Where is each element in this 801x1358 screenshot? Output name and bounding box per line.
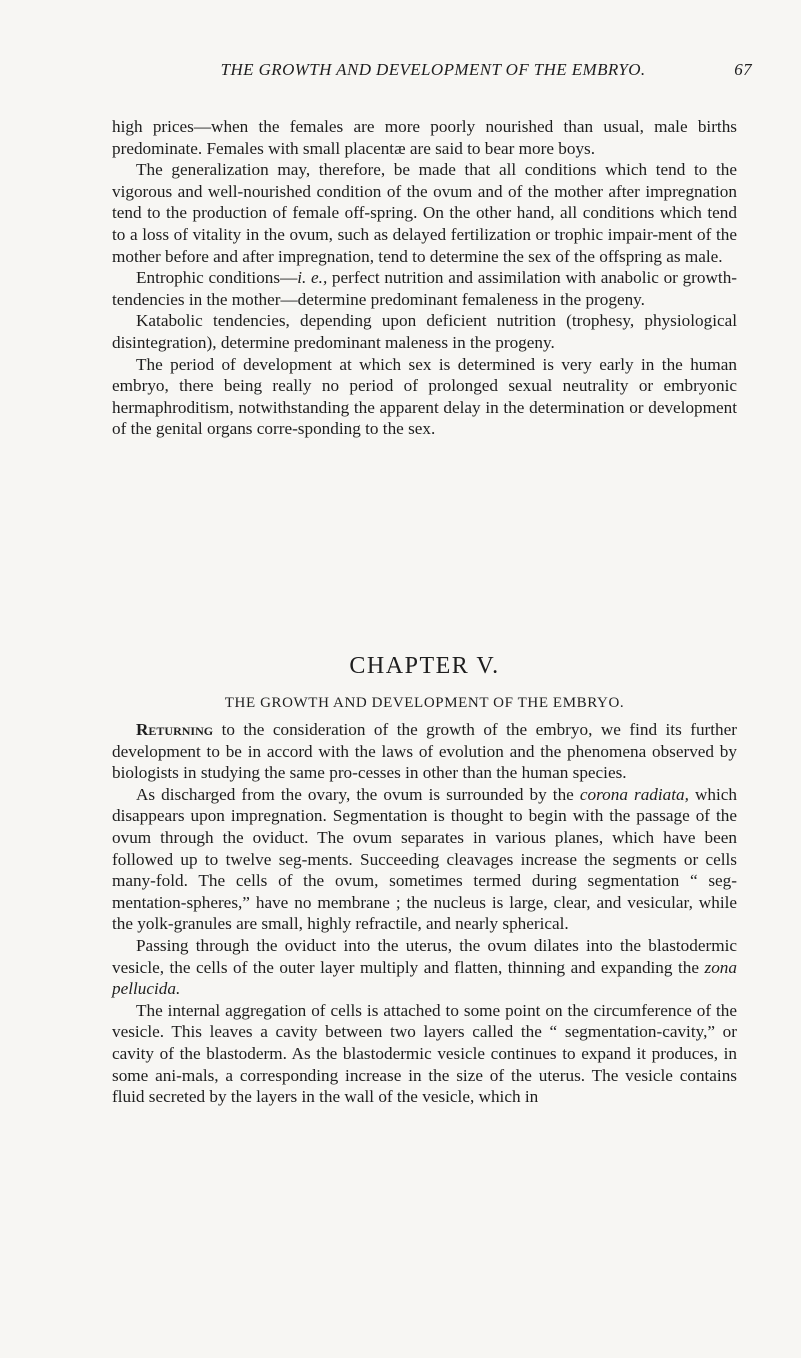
paragraph (112, 719, 737, 784)
continued-text (112, 116, 737, 440)
chapter-title: THE GROWTH AND DEVELOPMENT OF THE EMBRYO. (224, 695, 625, 711)
text-run: Passing through the oviduct into the uterus, the ovum dilates into the blastodermic vesicle, the cells of the outer layer multiply and flatten, thinning and expanding the (112, 935, 737, 977)
running-header (112, 60, 752, 80)
text-run: perfect nutrition and assimilation with anabolic or growth-tendencies in the mother—determine predominant femaleness in the progeny. (112, 268, 738, 309)
page-number: 67 (734, 60, 752, 79)
paragraph: Katabolic tendencies, depending upon deficient nutrition (trophesy, physiological disintegration), determine predominant maleness in the progeny. (112, 311, 737, 352)
paragraph (112, 267, 737, 310)
chapter-heading: CHAPTER V. (349, 653, 500, 679)
paragraph (112, 935, 737, 1000)
paragraph (112, 784, 737, 935)
text-run: which disappears upon impregnation. Segmentation is thought to begin with the passage of the ovum through the oviduct. The ovum separates in various planes, which have been followed up to twelve seg-ments. Succeeding cleavages increase the segments or cells many-fold. The cells of the ovum, sometimes termed during segmentation “ seg-mentation-spheres,” have no membrane ; the nucleus is large, clear, and vesicular, while the yolk-granules are small, highly refractile, and nearly spherical. (112, 784, 737, 934)
italic-run: i. e., (297, 268, 328, 288)
paragraph: The period of development at which sex is determined is very early in the human embryo, there being really no period of prolonged sexual neutrality or embryonic hermaphroditism, notwithstanding the apparent delay in the determination or development of the genital organs corre-sponding to the sex. (112, 354, 737, 439)
text-run: Entrophic conditions— (136, 268, 298, 288)
text-run: to the consideration of the growth of the embryo, we find its further development to be in accord with the laws of evolution and the phenomena observed by biologists in studying the same pro-cesses in other than the human species. (112, 720, 737, 783)
chapter-body (112, 719, 737, 1108)
italic-run: corona radiata, (579, 784, 689, 804)
paragraph: The generalization may, therefore, be made that all conditions which tend to the vigorous and well-nourished condition of the ovum and of the mother after impregnation tend to the production of female off-spring. On the other hand, all conditions which tend to a loss of vitality in the ovum, such as delayed fertilization or trophic impair-ment of the mother before and after impregnation, tend to determine the sex of the offspring as male. (112, 160, 737, 266)
text-run: As discharged from the ovary, the ovum is surrounded by the (136, 784, 580, 804)
paragraph: high prices—when the females are more poorly nourished than usual, male births predominate. Females with small placentæ are said to bear more boys. (112, 117, 737, 158)
lead-word: Returning (136, 720, 214, 739)
running-title: THE GROWTH AND DEVELOPMENT OF THE EMBRYO. (220, 60, 646, 79)
italic-run: zona pellucida. (112, 957, 737, 999)
paragraph: The internal aggregation of cells is attached to some point on the circumference of the vesicle. This leaves a cavity between two layers called the “ segmentation-cavity,” or cavity of the blastoderm. As the blastodermic vesicle continues to expand it produces, in some ani-mals, a corresponding increase in the size of the uterus. The vesicle contains fluid secreted by the layers in the wall of the vesicle, which in (112, 1000, 737, 1107)
